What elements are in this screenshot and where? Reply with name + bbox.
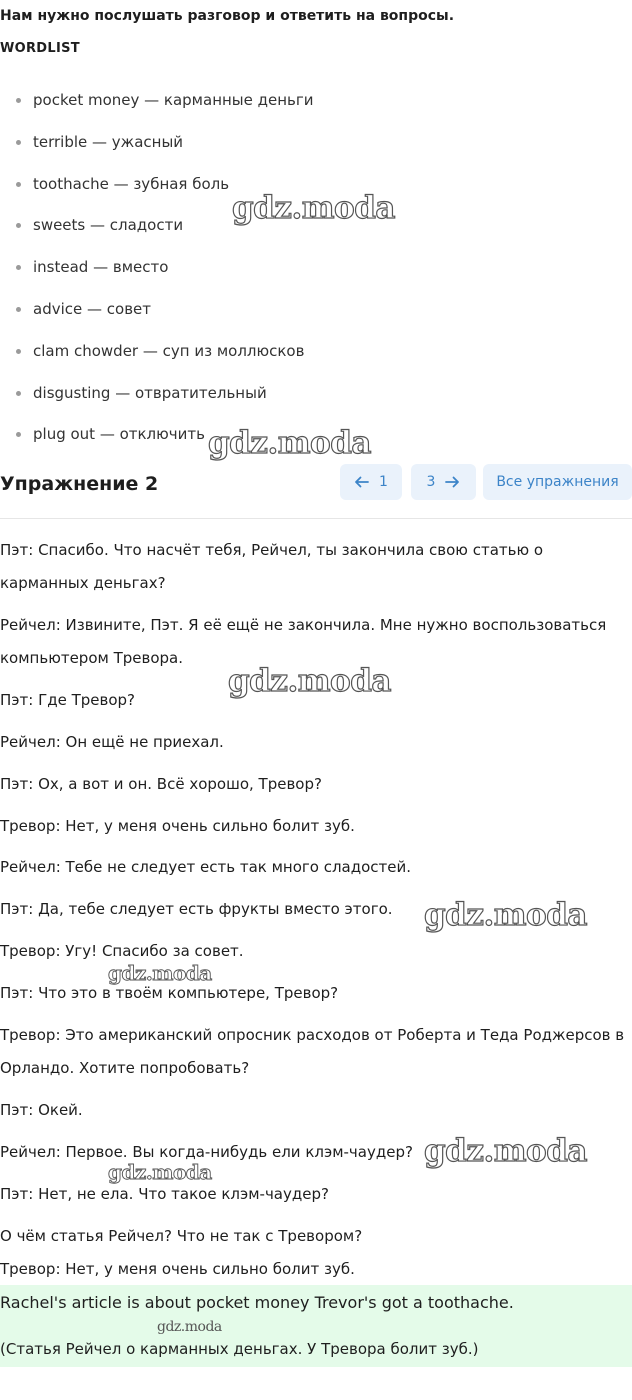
wordlist-item: instead — вместо [0,247,632,289]
watermark: gdz.moda [228,663,391,699]
bullet-icon [16,349,21,354]
watermark: gdz.moda [424,1133,587,1169]
watermark: gdz.moda [208,425,371,461]
prev-exercise-label: 1 [379,474,388,490]
dialog-line: Тревор: Это американский опросник расходов от Роберта и Теда Роджерсов в Орландо. Хотите попробовать? [0,1026,625,1077]
all-exercises-label: Все упражнения [496,474,619,490]
dialog-line: Рейчел: Первое. Вы когда-нибудь ели клэм-чаудер? [0,1143,413,1161]
next-exercise-label: 3 [426,474,436,490]
dialog-line: Рейчел: Он ещё не приехал. [0,733,224,751]
arrow-right-icon [445,476,460,488]
watermark: gdz.moda [232,190,395,226]
bullet-icon [16,307,21,312]
dialog-line: Рейчел: Извините, Пэт. Я её ещё не закончила. Мне нужно воспользоваться компьютером Тревора. [0,616,607,667]
answer-english: Rachel's article is about pocket money Trevor's got a toothache. [0,1293,514,1312]
question-text: О чём статья Рейчел? Что не так с Тревором? [0,1227,363,1245]
bullet-icon [16,223,21,228]
dialog-line: Пэт: Что это в твоём компьютере, Тревор? [0,984,339,1002]
bullet-icon [16,98,21,103]
exercise-header [0,464,632,504]
wordlist-item: toothache — зубная боль [0,164,632,206]
answer-russian: (Статья Рейчел о карманных деньгах. У Тревора болит зуб.) [0,1340,479,1358]
bullet-icon [16,265,21,270]
wordlist-item: terrible — ужасный [0,122,632,164]
wordlist-item: clam chowder — суп из моллюсков [0,331,632,373]
dialog-line: Пэт: Ох, а вот и он. Всё хорошо, Тревор? [0,775,322,793]
wordlist-title: WORDLIST [0,41,80,56]
bullet-icon [16,140,21,145]
dialog-line: Пэт: Нет, не ела. Что такое клэм-чаудер? [0,1185,329,1203]
dialog-line: Пэт: Спасибо. Что насчёт тебя, Рейчел, ты закончила свою статью о карманных деньгах? [0,541,544,592]
watermark: gdz.moda [108,1160,212,1184]
wordlist-item: disgusting — отвратительный [0,373,632,415]
all-exercises-button[interactable] [483,464,632,500]
dialog-line: Тревор: Угу! Спасибо за совет. [0,942,244,960]
wordlist-item: advice — совет [0,289,632,331]
dialog-line: Тревор: Нет, у меня очень сильно болит зуб. [0,817,355,835]
wordlist [0,80,632,456]
dialog-line: Пэт: Окей. [0,1101,83,1119]
watermark: gdz.moda [157,1319,222,1335]
exercise-title: Упражнение 2 [0,473,159,495]
watermark: gdz.moda [424,897,587,933]
dialog-line: Пэт: Где Тревор? [0,691,135,709]
watermark: gdz.moda [108,961,212,985]
intro-text: Нам нужно послушать разговор и ответить на вопросы. [0,8,455,24]
divider [0,518,632,519]
dialog-line: Тревор: Нет, у меня очень сильно болит зуб. [0,1260,355,1278]
next-exercise-button[interactable] [411,464,476,500]
bullet-icon [16,391,21,396]
dialog-line: Пэт: Да, тебе следует есть фрукты вместо этого. [0,900,393,918]
dialog-line: Рейчел: Тебе не следует есть так много сладостей. [0,858,412,876]
arrow-left-icon [354,476,369,488]
bullet-icon [16,182,21,187]
bullet-icon [16,432,21,437]
wordlist-item: plug out — отключить [0,414,632,456]
answer-box [0,1285,632,1367]
prev-exercise-button[interactable] [340,464,402,500]
wordlist-item: sweets — сладости [0,205,632,247]
wordlist-item: pocket money — карманные деньги [0,80,632,122]
